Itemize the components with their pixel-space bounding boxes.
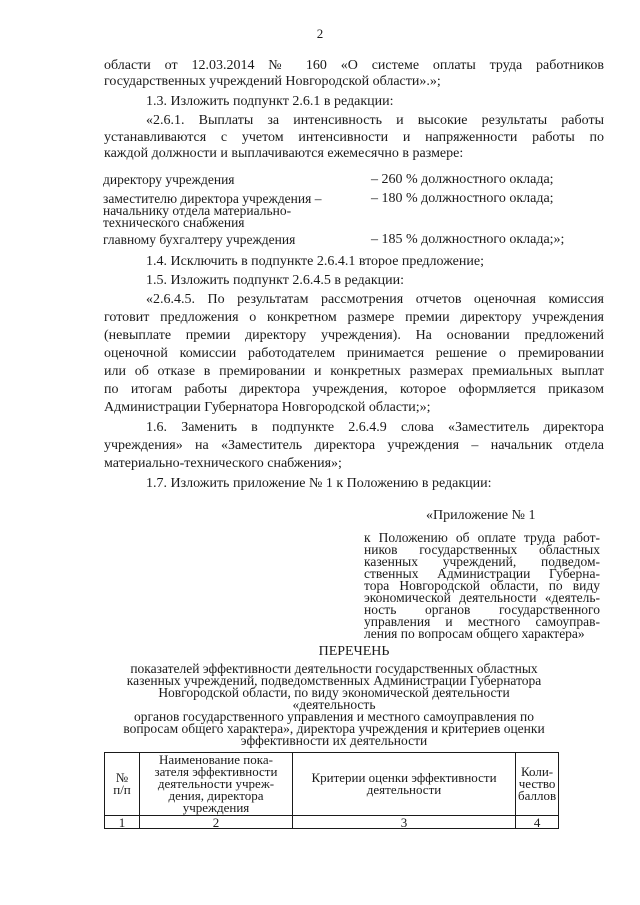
page-number: 2 (316, 26, 324, 41)
item-1-4: 1.4. Исключить в подпункте 2.6.4.1 второе предложение; (146, 254, 484, 269)
item-2-6-4-5-line-7: Администрации Губернатора Новгородской области;»; (104, 400, 431, 415)
table-number-row (105, 816, 559, 829)
appendix-caption: к Положению об оплате труда работ- ников государственных областных казенных учреждений, подведом- ственных Администрации Губерна- тора Новгородской области, по виду экономической деятельности «деятель- ность органов государственного управления и местного самоуправ- ления по вопросам общего характера» (364, 530, 600, 641)
payment-label-deputy: заместителю директора учреждения – начальнику отдела материально- технического снабжения (103, 191, 322, 230)
paragraph-continuation-line-2: государственных учреждений Новгородской области».»; (104, 74, 441, 89)
header-cell-number: № п/п (105, 753, 140, 816)
header-cell-criteria: Критерии оценки эффективности деятельности (293, 753, 516, 816)
item-2-6-4-5-line-5: или об отказе в премировании и конкретных размерах премиальных выплат (104, 364, 604, 379)
item-2-6-1-line-3: каждой должности и выплачиваются ежемесячно в размере: (104, 146, 464, 161)
item-2-6-1-line-2: устанавливаются с учетом интенсивности и напряженности работы по (104, 130, 604, 145)
item-2-6-4-5-line-6: по итогам работы директора учреждения, которое оформляется приказом (104, 382, 604, 397)
item-2-6-4-5-line-4: оценочной комиссии работодателем принимается решение о премировании (104, 346, 604, 361)
indicators-table (104, 752, 559, 829)
item-2-6-4-5-line-1: «2.6.4.5. По результатам рассмотрения отчетов оценочная комиссия (146, 292, 604, 307)
perechen-description: показателей эффективности деятельности государственных областных казенных учреждений, подведомственных Администрации Губернатора Новгородской области, по виду экономической деятельности «деятельность органов государственного управления и местного самоуправления по вопросам общего характера», директора учреждения и критериев оценки эффективности их деятельности (123, 661, 545, 748)
item-1-7: 1.7. Изложить приложение № 1 к Положению в редакции: (146, 476, 492, 491)
item-2-6-4-5-line-3: (невыплате премии директору учреждения). На основании предложений (104, 328, 604, 343)
item-1-6-line-1: 1.6. Заменить в подпункте 2.6.4.9 слова «Заместитель директора (146, 420, 604, 435)
payment-label-director: директору учреждения (103, 172, 235, 187)
item-2-6-1-line-1: «2.6.1. Выплаты за интенсивность и высокие результаты работы (146, 113, 604, 128)
column-number-3: 3 (293, 816, 516, 829)
payment-value-deputy: – 180 % должностного оклада; (371, 191, 554, 206)
payment-value-accountant: – 185 % должностного оклада;»; (371, 232, 565, 247)
table-header-row (105, 753, 559, 816)
column-number-1: 1 (105, 816, 140, 829)
item-1-6-line-3: материально-технического снабжения»; (104, 456, 342, 471)
column-number-4: 4 (516, 816, 559, 829)
item-2-6-4-5-line-2: готовит предложения о конкретном размере премии директору учреждения (104, 310, 604, 325)
appendix-title: «Приложение № 1 (426, 508, 536, 523)
paragraph-continuation-line-1: области от 12.03.2014 № 160 «О системе оплаты труда работников (104, 58, 604, 73)
header-cell-points: Коли- чество баллов (516, 753, 559, 816)
item-1-3: 1.3. Изложить подпункт 2.6.1 в редакции: (146, 94, 394, 109)
header-cell-indicator-name: Наименование пока- зателя эффективности деятельности учреж- дения, директора учреждения (140, 753, 293, 816)
item-1-5: 1.5. Изложить подпункт 2.6.4.5 в редакции: (146, 273, 405, 288)
column-number-2: 2 (140, 816, 293, 829)
perechen-title: ПЕРЕЧЕНЬ (318, 644, 390, 659)
payment-label-accountant: главному бухгалтеру учреждения (103, 232, 296, 247)
payment-value-director: – 260 % должностного оклада; (371, 172, 554, 187)
item-1-6-line-2: учреждения» на «Заместитель директора учреждения – начальник отдела (104, 438, 604, 453)
